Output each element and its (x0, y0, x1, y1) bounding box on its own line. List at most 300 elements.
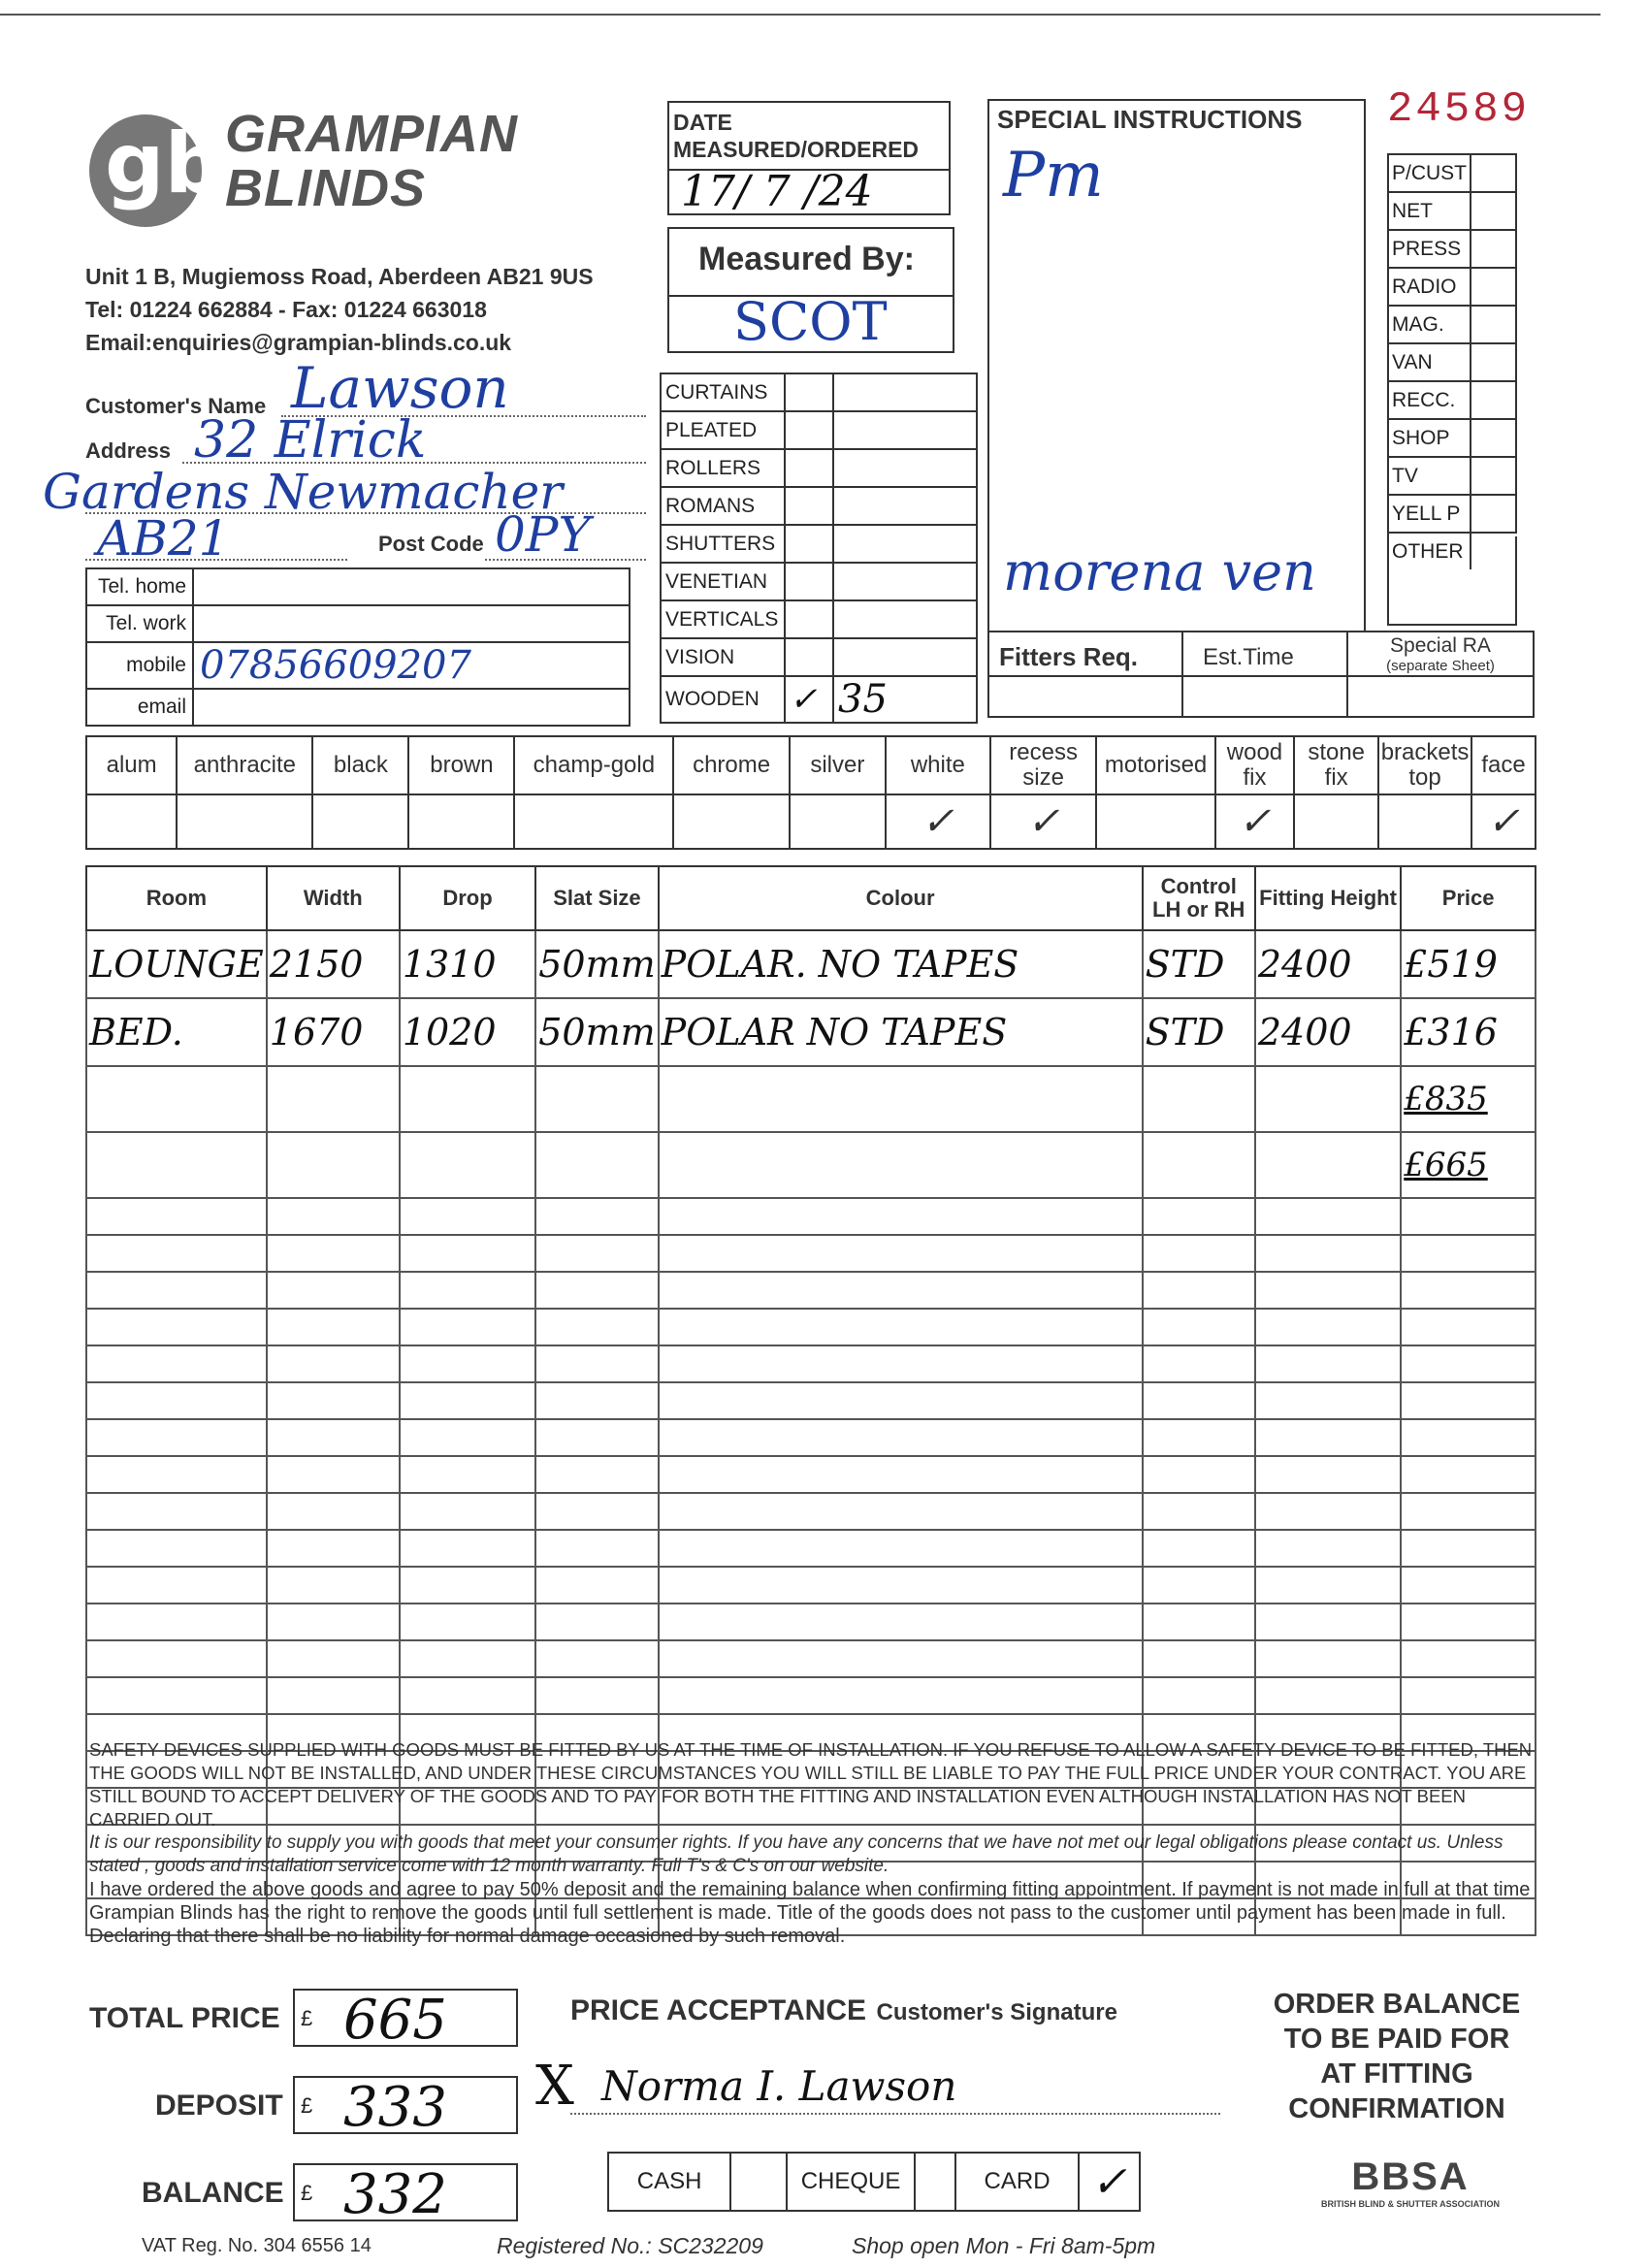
item-cell[interactable] (659, 1066, 1143, 1132)
item-cell[interactable] (400, 1345, 535, 1382)
item-cell[interactable] (1143, 1419, 1255, 1456)
item-cell[interactable] (535, 1235, 658, 1272)
balance-notice-line-4: CONFIRMATION (1288, 2093, 1505, 2124)
blind-type-note (833, 525, 977, 563)
order-number: 24589 (1387, 85, 1531, 134)
item-cell[interactable] (1255, 1235, 1401, 1272)
cash-option[interactable]: CASH (608, 2153, 730, 2211)
blind-type-note (833, 638, 977, 676)
measured-by-label: Measured By: (698, 241, 915, 277)
source-code-row (1388, 192, 1516, 230)
customer-name-value: Lawson (291, 355, 509, 421)
source-code-check[interactable] (1471, 192, 1516, 230)
item-cell[interactable] (86, 1456, 267, 1493)
item-cell[interactable] (1401, 1198, 1536, 1235)
cheque-option[interactable]: CHEQUE (787, 2153, 914, 2211)
item-cell[interactable]: 2400 (1255, 930, 1401, 998)
item-cell[interactable] (535, 1272, 658, 1309)
customer-name-label: Customer's Name (85, 394, 267, 418)
terms-consumer-rights: It is our responsibility to supply you with goods that meet your consumer rights. If you have any concerns that we have not met our legal obligations please contact us. Unless stated , goods and installation service come with 12 month warranty. Full T's & C's on our website. (89, 1832, 1504, 1876)
item-cell[interactable] (267, 1382, 400, 1419)
item-cell[interactable] (267, 1530, 400, 1567)
est-time-label: Est.Time (1203, 644, 1294, 670)
company-contact (85, 260, 594, 359)
item-cell[interactable] (535, 1132, 658, 1198)
blind-type-row (661, 600, 977, 638)
codes-other-box (1387, 536, 1517, 626)
blind-type-check[interactable] (785, 487, 833, 525)
item-cell[interactable] (659, 1419, 1143, 1456)
measured-by-value: SCOT (733, 291, 888, 352)
item-cell[interactable] (1255, 1530, 1401, 1567)
item-cell[interactable] (267, 1677, 400, 1714)
item-cell[interactable]: 2150 (267, 930, 400, 998)
options-header-row (86, 736, 1536, 794)
option-label: silver (790, 736, 886, 794)
option-label: face (1471, 736, 1536, 794)
item-cell[interactable] (1143, 1198, 1255, 1235)
item-cell[interactable] (1255, 1640, 1401, 1677)
item-cell[interactable] (1143, 1493, 1255, 1530)
blind-type-check[interactable] (785, 600, 833, 638)
item-cell[interactable] (267, 1456, 400, 1493)
item-cell[interactable] (1255, 1309, 1401, 1345)
item-cell[interactable] (1143, 1235, 1255, 1272)
items-column-header: Price (1401, 866, 1536, 930)
item-cell[interactable] (659, 1567, 1143, 1604)
item-cell[interactable] (1401, 1456, 1536, 1493)
source-code-label: VAN (1388, 343, 1471, 381)
company-name-line2: BLINDS (225, 159, 426, 217)
item-cell[interactable] (1143, 1530, 1255, 1567)
company-logo-mark (85, 109, 231, 235)
contact-label: email (86, 689, 193, 726)
date-label: DATE (673, 110, 732, 135)
source-code-row (1388, 343, 1516, 381)
blind-type-note (833, 411, 977, 449)
item-cell[interactable] (535, 1530, 658, 1567)
address-value-2: Gardens Newmacher (43, 464, 564, 520)
item-cell[interactable] (400, 1493, 535, 1530)
item-cell[interactable] (86, 1493, 267, 1530)
blind-type-label: ROMANS (661, 487, 785, 525)
source-code-label: MAG. (1388, 306, 1471, 343)
item-cell[interactable] (267, 1235, 400, 1272)
balance-value: 332 (343, 2163, 447, 2226)
option-label: motorised (1096, 736, 1214, 794)
item-cell[interactable]: £519 (1401, 930, 1536, 998)
source-code-row (1388, 268, 1516, 306)
option-check[interactable] (673, 794, 790, 849)
company-name (225, 107, 518, 215)
item-cell[interactable] (1401, 1567, 1536, 1604)
source-code-row (1388, 306, 1516, 343)
source-code-check[interactable] (1471, 381, 1516, 419)
item-cell[interactable] (535, 1493, 658, 1530)
special-ra-label: Special RA (1390, 634, 1491, 657)
item-cell[interactable] (1401, 1309, 1536, 1345)
item-cell[interactable] (659, 1604, 1143, 1640)
item-cell[interactable] (535, 1066, 658, 1132)
item-cell[interactable] (1255, 1132, 1401, 1198)
item-cell[interactable] (659, 1309, 1143, 1345)
item-cell[interactable] (267, 1640, 400, 1677)
item-cell[interactable] (400, 1456, 535, 1493)
blind-type-label: VISION (661, 638, 785, 676)
option-label: black (312, 736, 408, 794)
item-cell[interactable] (86, 1235, 267, 1272)
item-cell[interactable]: LOUNGE (86, 930, 267, 998)
blind-type-check[interactable] (785, 563, 833, 600)
top-rule (0, 14, 1600, 16)
option-check[interactable] (1378, 794, 1471, 849)
item-cell[interactable] (535, 1309, 658, 1345)
special-instructions-box (987, 99, 1366, 632)
signature-mark: X (535, 2055, 574, 2118)
total-price-label: TOTAL PRICE (89, 2002, 280, 2034)
item-cell[interactable] (535, 1198, 658, 1235)
item-cell[interactable] (1255, 1567, 1401, 1604)
contact-label: Tel. home (86, 568, 193, 605)
customer-signature: Norma I. Lawson (601, 2062, 957, 2110)
item-cell[interactable] (1143, 1640, 1255, 1677)
option-check[interactable]: ✓ (1471, 794, 1536, 849)
item-cell[interactable] (535, 1382, 658, 1419)
item-cell[interactable] (535, 1456, 658, 1493)
item-cell[interactable]: £665 (1401, 1132, 1536, 1198)
item-cell[interactable] (1255, 1382, 1401, 1419)
item-cell[interactable] (86, 1345, 267, 1382)
item-cell[interactable] (1255, 1493, 1401, 1530)
item-cell[interactable] (1401, 1419, 1536, 1456)
source-code-check[interactable] (1471, 457, 1516, 495)
company-address: Unit 1 B, Mugiemoss Road, Aberdeen AB21 9US (85, 264, 594, 289)
option-check[interactable] (408, 794, 514, 849)
option-check[interactable] (1096, 794, 1214, 849)
total-currency: £ (301, 2006, 313, 2030)
item-cell[interactable] (86, 1530, 267, 1567)
item-row (86, 1382, 1536, 1419)
item-cell[interactable] (86, 1066, 267, 1132)
item-cell[interactable] (86, 1419, 267, 1456)
item-cell[interactable] (400, 1066, 535, 1132)
item-cell[interactable] (400, 1132, 535, 1198)
blind-type-check[interactable]: ✓ (785, 676, 833, 723)
item-cell[interactable] (400, 1567, 535, 1604)
source-code-label: P/CUST (1388, 154, 1471, 192)
contact-row (86, 689, 630, 726)
item-row (86, 1677, 1536, 1714)
item-cell[interactable] (659, 1640, 1143, 1677)
company-tel-fax: Tel: 01224 662884 - Fax: 01224 663018 (85, 297, 487, 322)
bbsa-logo (1294, 2155, 1527, 2209)
item-cell[interactable] (535, 1640, 658, 1677)
item-cell[interactable] (86, 1567, 267, 1604)
item-row (86, 1493, 1536, 1530)
blind-type-label: VENETIAN (661, 563, 785, 600)
item-cell[interactable] (659, 1235, 1143, 1272)
item-cell[interactable] (267, 1198, 400, 1235)
item-cell[interactable] (267, 1309, 400, 1345)
item-cell[interactable] (86, 1132, 267, 1198)
date-value: 17/ 7 /24 (681, 167, 873, 216)
item-cell[interactable] (659, 1456, 1143, 1493)
blind-type-row (661, 638, 977, 676)
item-cell[interactable] (267, 1419, 400, 1456)
blind-type-label: ROLLERS (661, 449, 785, 487)
total-price-box (293, 1989, 518, 2052)
item-cell[interactable]: £316 (1401, 998, 1536, 1066)
item-row (86, 1604, 1536, 1640)
options-table (85, 735, 1536, 850)
item-cell[interactable]: POLAR. NO TAPES (659, 930, 1143, 998)
item-row (86, 1640, 1536, 1677)
item-cell[interactable] (1143, 1132, 1255, 1198)
source-code-check[interactable] (1471, 306, 1516, 343)
item-cell[interactable] (659, 1272, 1143, 1309)
contact-value[interactable] (193, 605, 630, 642)
item-cell[interactable] (86, 1382, 267, 1419)
blind-type-check[interactable] (785, 525, 833, 563)
item-cell[interactable]: 1020 (400, 998, 535, 1066)
option-label: recess size (990, 736, 1097, 794)
source-code-label: TV (1388, 457, 1471, 495)
item-cell[interactable]: 50mm (535, 998, 658, 1066)
fitters-box (987, 631, 1535, 718)
postcode-label: Post Code (378, 532, 484, 556)
item-cell[interactable] (400, 1309, 535, 1345)
item-cell[interactable] (1143, 1309, 1255, 1345)
blind-type-check[interactable] (785, 411, 833, 449)
item-cell[interactable] (1401, 1493, 1536, 1530)
item-cell[interactable]: STD (1143, 930, 1255, 998)
contact-row (86, 605, 630, 642)
address-value-3: AB21 (97, 510, 230, 567)
options-check-row (86, 794, 1536, 849)
item-cell[interactable] (1401, 1345, 1536, 1382)
item-row (86, 1235, 1536, 1272)
item-cell[interactable] (267, 1345, 400, 1382)
blind-type-note (833, 600, 977, 638)
option-check[interactable] (312, 794, 408, 849)
item-row (86, 1198, 1536, 1235)
item-cell[interactable] (267, 1493, 400, 1530)
item-cell[interactable] (400, 1382, 535, 1419)
source-code-row (1388, 419, 1516, 457)
date-box (667, 101, 951, 215)
source-code-label: OTHER (1388, 533, 1471, 569)
blind-type-check[interactable] (785, 449, 833, 487)
item-cell[interactable] (400, 1640, 535, 1677)
item-cell[interactable] (1143, 1272, 1255, 1309)
item-cell[interactable] (535, 1345, 658, 1382)
item-cell[interactable] (1401, 1677, 1536, 1714)
item-cell[interactable] (1255, 1677, 1401, 1714)
source-code-check[interactable] (1471, 230, 1516, 268)
item-cell[interactable] (86, 1198, 267, 1235)
item-row (86, 998, 1536, 1066)
item-cell[interactable] (86, 1604, 267, 1640)
item-cell[interactable]: 50mm (535, 930, 658, 998)
item-row (86, 1419, 1536, 1456)
item-cell[interactable] (1255, 1066, 1401, 1132)
item-cell[interactable]: 1310 (400, 930, 535, 998)
postcode-value: 0PY (495, 506, 591, 563)
address-value-1: 32 Elrick (194, 411, 427, 470)
deposit-label: DEPOSIT (155, 2090, 283, 2122)
item-cell[interactable] (659, 1198, 1143, 1235)
source-code-check[interactable] (1471, 268, 1516, 306)
item-cell[interactable] (1143, 1604, 1255, 1640)
item-cell[interactable] (400, 1604, 535, 1640)
item-cell[interactable] (535, 1677, 658, 1714)
item-cell[interactable] (267, 1604, 400, 1640)
item-cell[interactable] (1255, 1198, 1401, 1235)
item-cell[interactable] (1255, 1456, 1401, 1493)
option-check[interactable] (514, 794, 673, 849)
item-cell[interactable] (659, 1132, 1143, 1198)
item-row (86, 1272, 1536, 1309)
bbsa-logo-text: BBSA (1351, 2155, 1470, 2198)
item-cell[interactable] (1143, 1677, 1255, 1714)
item-cell[interactable] (400, 1530, 535, 1567)
item-cell[interactable] (400, 1419, 535, 1456)
source-code-row (1388, 154, 1516, 192)
option-check[interactable]: ✓ (1215, 794, 1294, 849)
source-code-check[interactable] (1471, 419, 1516, 457)
customer-signature-label: Customer's Signature (876, 1999, 1117, 2025)
item-row (86, 1066, 1536, 1132)
card-check-mark: ✓ (1079, 2153, 1140, 2211)
item-cell[interactable] (1143, 1382, 1255, 1419)
item-cell[interactable] (659, 1382, 1143, 1419)
item-cell[interactable] (400, 1235, 535, 1272)
blind-type-label: VERTICALS (661, 600, 785, 638)
source-codes-table (1387, 153, 1517, 569)
terms-safety: SAFETY DEVICES SUPPLIED WITH GOODS MUST BE FITTED BY US AT THE TIME OF INSTALLATION. IF YOU REFUSE TO ALLOW A SAFETY DEVICE TO BE FITTED, THEN THE GOODS WILL NOT BE INSTALLED, AND UNDER THESE CIRCUMSTANCES YOU WILL STILL BE LIABLE TO PAY THE FULL PRICE UNDER YOUR CONTRACT. YOU ARE STILL BOUND TO ACCEPT DELIVERY OF THE GOODS AND TO PAY FOR BOTH THE FITTING AND INSTALLATION EVEN ALTHOUGH INSTALLATION HAS NOT BEEN CARRIED OUT. (89, 1739, 1533, 1830)
signature-line (570, 2113, 1220, 2115)
logo-mark-text: gb (105, 115, 225, 212)
contact-value[interactable] (193, 568, 630, 605)
contact-value[interactable]: 07856609207 (193, 642, 630, 689)
contact-label: mobile (86, 642, 193, 689)
item-cell[interactable]: STD (1143, 998, 1255, 1066)
measured-by-box (667, 227, 954, 353)
blind-type-note (833, 487, 977, 525)
contact-row (86, 642, 630, 689)
balance-notice (1232, 1987, 1562, 2126)
item-cell[interactable] (267, 1066, 400, 1132)
item-cell[interactable] (1401, 1272, 1536, 1309)
source-code-label: RECC. (1388, 381, 1471, 419)
option-label: chrome (673, 736, 790, 794)
source-code-label: YELL P (1388, 495, 1471, 533)
item-cell[interactable] (86, 1309, 267, 1345)
total-price-value: 665 (343, 1989, 447, 2052)
items-column-header: Control LH or RH (1143, 866, 1255, 930)
contact-row (86, 568, 630, 605)
blind-type-check[interactable] (785, 638, 833, 676)
source-code-row (1388, 230, 1516, 268)
item-cell[interactable]: £835 (1401, 1066, 1536, 1132)
item-cell[interactable] (1255, 1419, 1401, 1456)
item-cell[interactable] (1143, 1456, 1255, 1493)
item-cell[interactable] (86, 1640, 267, 1677)
option-check[interactable]: ✓ (990, 794, 1097, 849)
item-cell[interactable]: 1670 (267, 998, 400, 1066)
item-cell[interactable] (1143, 1567, 1255, 1604)
item-cell[interactable] (267, 1567, 400, 1604)
item-cell[interactable] (1401, 1382, 1536, 1419)
blind-type-table (660, 373, 978, 724)
item-cell[interactable] (535, 1567, 658, 1604)
registered-number: Registered No.: SC232209 (497, 2233, 763, 2258)
item-cell[interactable] (659, 1677, 1143, 1714)
price-acceptance-label: PRICE ACCEPTANCE (570, 1994, 867, 2026)
item-cell[interactable] (1401, 1235, 1536, 1272)
blind-type-row (661, 563, 977, 600)
blind-type-row (661, 676, 977, 723)
items-column-header: Width (267, 866, 400, 930)
item-cell[interactable] (535, 1604, 658, 1640)
item-row (86, 930, 1536, 998)
source-code-check[interactable] (1471, 154, 1516, 192)
item-cell[interactable]: BED. (86, 998, 267, 1066)
blind-type-check[interactable] (785, 373, 833, 411)
item-cell[interactable] (267, 1132, 400, 1198)
source-code-label: NET (1388, 192, 1471, 230)
source-code-check[interactable] (1471, 495, 1516, 533)
card-option[interactable]: CARD (955, 2153, 1078, 2211)
item-cell[interactable] (86, 1677, 267, 1714)
item-cell[interactable] (1255, 1604, 1401, 1640)
item-cell[interactable] (1143, 1066, 1255, 1132)
item-cell[interactable] (1143, 1345, 1255, 1382)
item-cell[interactable]: POLAR NO TAPES (659, 998, 1143, 1066)
blind-type-row (661, 411, 977, 449)
item-cell[interactable] (1401, 1640, 1536, 1677)
item-cell[interactable] (659, 1530, 1143, 1567)
item-cell[interactable] (1255, 1272, 1401, 1309)
source-code-check[interactable] (1471, 343, 1516, 381)
contact-value[interactable] (193, 689, 630, 726)
item-cell[interactable] (535, 1419, 658, 1456)
blind-type-label: PLEATED (661, 411, 785, 449)
item-cell[interactable] (86, 1272, 267, 1309)
payment-method-table (607, 2152, 1141, 2212)
option-label: wood fix (1215, 736, 1294, 794)
item-cell[interactable] (1255, 1345, 1401, 1382)
item-cell[interactable] (659, 1493, 1143, 1530)
option-check[interactable] (790, 794, 886, 849)
option-check[interactable] (1294, 794, 1378, 849)
item-cell[interactable] (400, 1198, 535, 1235)
item-cell[interactable] (400, 1677, 535, 1714)
item-cell[interactable] (1401, 1530, 1536, 1567)
item-cell[interactable] (659, 1345, 1143, 1382)
item-cell[interactable]: 2400 (1255, 998, 1401, 1066)
option-check[interactable]: ✓ (886, 794, 990, 849)
item-cell[interactable] (1401, 1604, 1536, 1640)
option-check[interactable] (86, 794, 177, 849)
option-check[interactable] (177, 794, 312, 849)
balance-notice-line-1: ORDER BALANCE (1273, 1989, 1521, 2020)
item-cell[interactable] (267, 1272, 400, 1309)
blind-type-label: SHUTTERS (661, 525, 785, 563)
item-cell[interactable] (400, 1272, 535, 1309)
item-row (86, 1567, 1536, 1604)
special-instructions-label: SPECIAL INSTRUCTIONS (997, 105, 1303, 134)
